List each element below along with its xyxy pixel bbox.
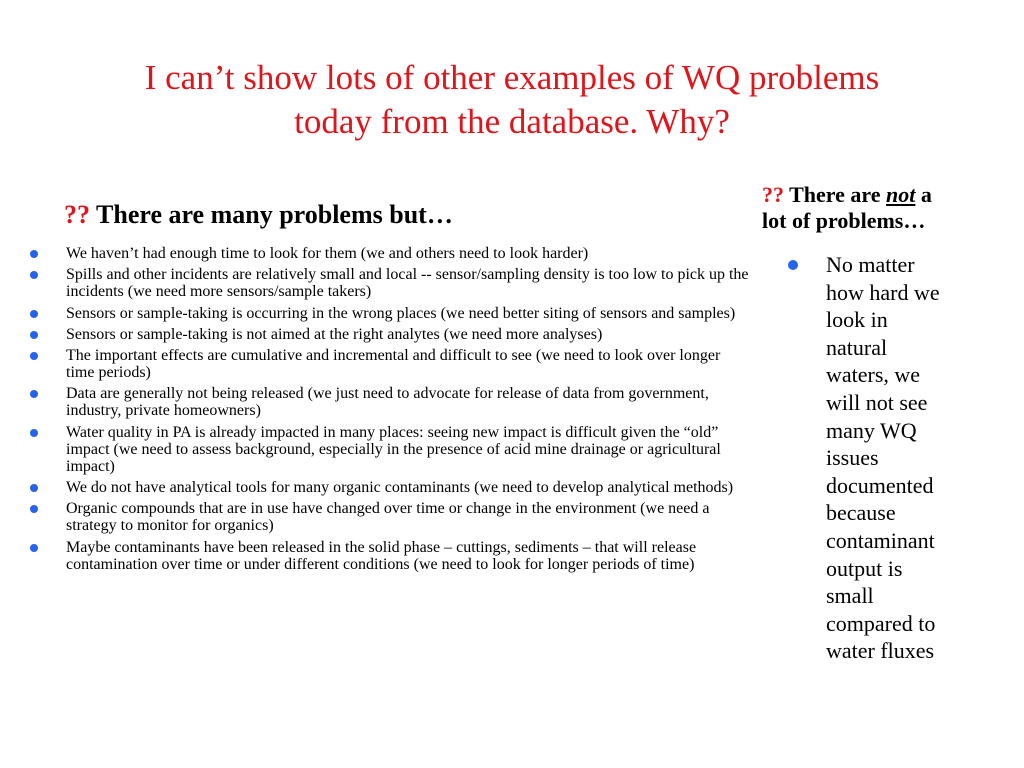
- left-heading-text: There are many problems but…: [96, 200, 453, 229]
- right-item-line: water fluxes: [826, 638, 935, 664]
- bullet-dot-icon: [30, 250, 38, 258]
- right-item-line: look in: [826, 307, 888, 333]
- right-item-line: waters, we: [826, 362, 921, 388]
- list-item: [30, 245, 750, 262]
- list-item: [30, 326, 750, 343]
- right-item-line: how hard we: [826, 279, 940, 305]
- slide-title: [60, 56, 964, 144]
- right-item-line: will not see: [826, 389, 928, 415]
- right-heading-post: a: [920, 182, 932, 207]
- right-item-line: because: [826, 500, 896, 526]
- left-column-heading: [64, 199, 684, 231]
- bullet-dot-icon: [788, 260, 798, 270]
- list-item-text: Sensors or sample-taking is not aimed at the right analytes (we need more analyses): [66, 325, 603, 343]
- right-column-heading: [762, 182, 998, 234]
- list-item: [30, 500, 750, 534]
- right-item-line: natural: [826, 334, 888, 360]
- right-item-line: issues: [826, 445, 879, 471]
- bullet-dot-icon: [30, 429, 38, 437]
- right-bullet-list: [786, 251, 976, 665]
- list-item: [30, 424, 750, 475]
- list-item: [30, 347, 750, 381]
- right-item-line: contaminant: [826, 527, 935, 553]
- list-item: [30, 266, 750, 300]
- list-item: [786, 251, 976, 665]
- list-item-text: Data are generally not being released (we just need to advocate for release of data from government, industry, private homeowners): [66, 385, 709, 420]
- left-heading-question-marks: ??: [64, 200, 90, 229]
- bullet-dot-icon: [30, 544, 38, 552]
- list-item-text: Water quality in PA is already impacted in many places: seeing new impact is difficult given the “old” impact (we need to assess background, especially in the presence of acid mine drainage or agricultural impact): [66, 423, 721, 475]
- list-item: [30, 305, 750, 322]
- list-item: [30, 539, 750, 573]
- right-item-line: many WQ: [826, 417, 917, 443]
- right-item-line: No matter: [826, 252, 915, 277]
- bullet-dot-icon: [30, 390, 38, 398]
- bullet-dot-icon: [30, 331, 38, 339]
- right-heading-line-2: lot of problems…: [762, 208, 926, 233]
- right-heading-pre: There are: [789, 182, 881, 207]
- bullet-dot-icon: [30, 352, 38, 360]
- list-item-text: Sensors or sample-taking is occurring in the wrong places (we need better siting of sensors and samples): [66, 304, 736, 322]
- list-item-text: Maybe contaminants have been released in the solid phase – cuttings, sediments – that will release contamination over time or under different conditions (we need to look for longer periods of time): [66, 538, 697, 573]
- right-item-line: output is: [826, 555, 903, 581]
- right-item-line: documented: [826, 472, 934, 498]
- list-item-text: Spills and other incidents are relatively small and local -- sensor/sampling density is too low to pick up the incidents (we need more sensors/sample takers): [66, 266, 749, 301]
- bullet-dot-icon: [30, 484, 38, 492]
- bullet-dot-icon: [30, 505, 38, 513]
- list-item: [30, 479, 750, 496]
- list-item-text: The important effects are cumulative and incremental and difficult to see (we need to look over longer time periods): [66, 347, 721, 382]
- slide-title-line-2: today from the database. Why?: [294, 102, 730, 141]
- list-item-text: We haven’t had enough time to look for them (we and others need to look harder): [66, 245, 589, 262]
- slide-title-line-1: I can’t show lots of other examples of WQ problems: [144, 58, 880, 97]
- left-bullet-list: [30, 245, 750, 577]
- list-item-text: We do not have analytical tools for many organic contaminants (we need to develop analytical methods): [66, 479, 734, 497]
- right-heading-question-marks: ??: [762, 182, 784, 207]
- right-item-line: compared to: [826, 610, 936, 636]
- bullet-dot-icon: [30, 310, 38, 318]
- right-item-line: small: [826, 583, 874, 609]
- right-heading-emphasis: not: [886, 182, 916, 207]
- list-item-text: Organic compounds that are in use have changed over time or change in the environment (we need a strategy to monitor for organics): [66, 500, 710, 535]
- bullet-dot-icon: [30, 271, 38, 279]
- list-item: [30, 385, 750, 419]
